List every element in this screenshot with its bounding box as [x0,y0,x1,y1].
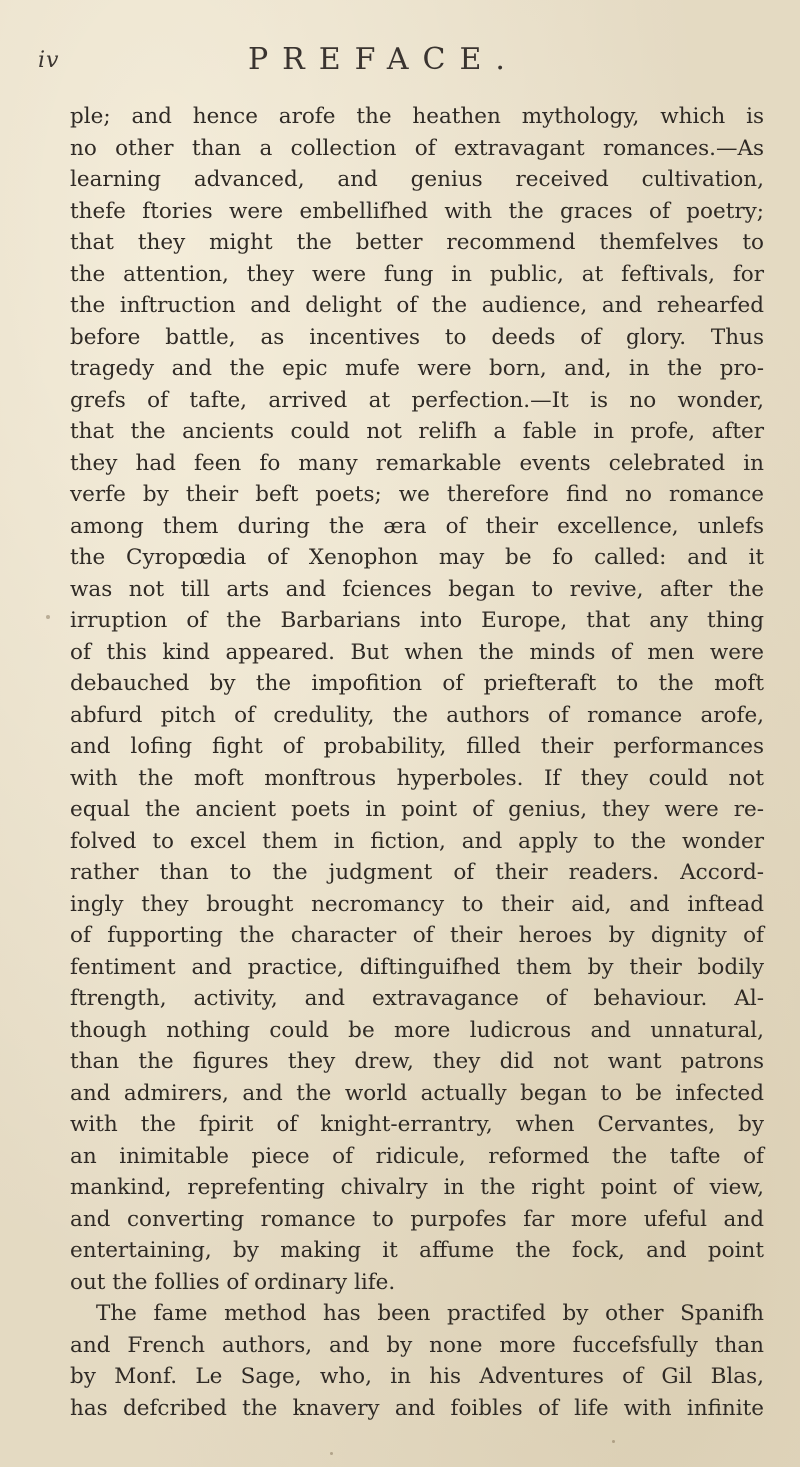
text-line: debauched by the impofition of priefteraft to the moft [70,671,764,696]
text-line: and lofing fight of probability, filled their performances [70,734,764,759]
text-line: verfe by their beft poets; we therefore find no romance [70,482,764,507]
text-line: learning advanced, and genius received cultivation, [70,167,764,192]
text-line: no other than a collection of extravagant romances.—As [70,135,764,161]
paper-speck [46,615,50,619]
text-line: entertaining, by making it affume the fock, and point [70,1238,764,1263]
text-line: fentiment and practice, diftinguifhed them by their bodily [70,954,764,980]
text-line: of this kind appeared. But when the minds of men were [70,639,764,665]
text-line: folved to excel them in fiction, and apply to the wonder [70,828,764,854]
text-line: that they might the better recommend themfelves to [70,230,764,255]
text-line: by Monf. Le Sage, who, in his Adventures of Gil Blas, [70,1364,764,1389]
text-line: rather than to the judgment of their readers. Accord- [70,860,764,885]
text-line: the Cyropœdia of Xenophon may be fo called: and it [70,545,764,570]
text-line: an inimitable piece of ridicule, reformed the tafte of [70,1143,764,1169]
text-line: than the figures they drew, they did not want patrons [70,1049,764,1074]
text-line: grefs of tafte, arrived at perfection.—It is no wonder, [70,387,764,413]
text-line: out the follies of ordinary life. [70,1269,396,1295]
text-line: among them during the æra of their excellence, unlefs [70,513,764,539]
text-line: irruption of the Barbarians into Europe, that any thing [70,608,764,633]
page-header [38,42,760,82]
paper-speck [330,1452,333,1455]
paper-speck [612,1440,615,1443]
page-number: iv [38,48,60,73]
text-line: and converting romance to purpofes far more ufeful and [70,1206,764,1232]
text-line: ftrength, activity, and extravagance of behaviour. Al- [70,986,764,1011]
text-line: was not till arts and fciences began to revive, after the [70,576,764,602]
text-line: and admirers, and the world actually began to be infected [70,1080,764,1106]
text-line: mankind, reprefenting chivalry in the right point of view, [70,1175,764,1200]
text-line: that the ancients could not relifh a fable in profe, after [70,419,764,444]
text-line: though nothing could be more ludicrous and unnatural, [70,1017,764,1043]
text-line: they had feen fo many remarkable events celebrated in [70,450,764,476]
text-line: with the moft monftrous hyperboles. If they could not [70,765,764,791]
text-line: the attention, they were fung in public, at feftivals, for [70,261,764,287]
body-text [70,101,764,1424]
text-line: the inftruction and delight of the audience, and rehearfed [70,293,764,318]
text-line: ingly they brought necromancy to their aid, and inftead [70,891,764,917]
text-line: tragedy and the epic mufe were born, and, in the pro- [70,356,764,381]
text-line: with the fpirit of knight-errantry, when Cervantes, by [70,1112,764,1137]
text-line: and French authors, and by none more fuccefsfully than [70,1332,764,1358]
text-line: ple; and hence arofe the heathen mythology, which is [70,104,764,129]
text-line: has defcribed the knavery and foibles of life with infinite [70,1395,764,1421]
text-line: thefe ftories were embellifhed with the graces of poetry; [70,198,764,224]
text-line: of fupporting the character of their heroes by dignity of [70,923,764,948]
text-line: abfurd pitch of credulity, the authors of romance arofe, [70,702,764,728]
running-head: PREFACE. [248,42,519,77]
text-line: The fame method has been practifed by other Spanifh [96,1301,764,1326]
text-line: equal the ancient poets in point of genius, they were re- [70,797,764,822]
text-line: before battle, as incentives to deeds of glory. Thus [70,324,764,350]
